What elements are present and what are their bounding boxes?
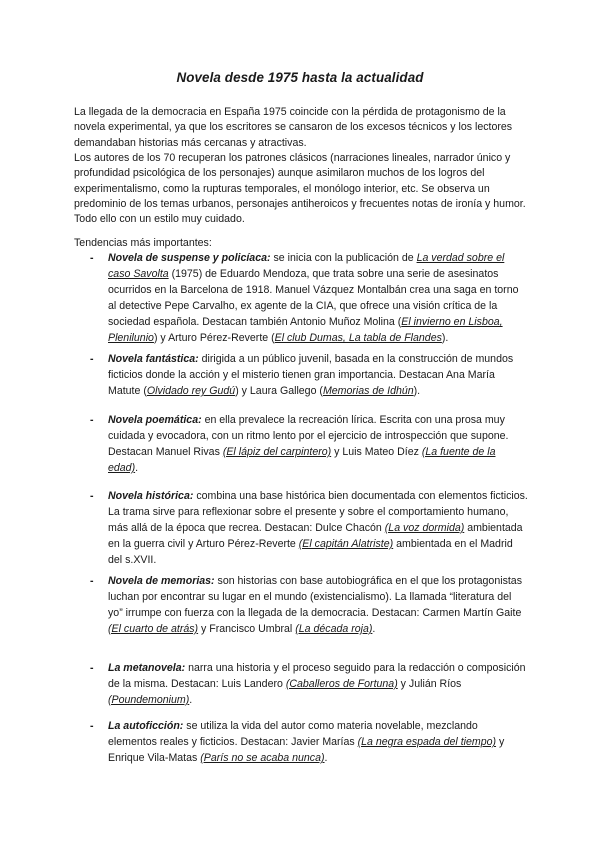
- item-term: Novela fantástica:: [108, 353, 199, 365]
- item-text: ambientada en la guerra civil y Arturo Pérez-Reverte: [108, 522, 523, 550]
- bullet-dash: -: [90, 720, 94, 732]
- book-reference: (París no se acaba nunca): [200, 752, 325, 764]
- bullet-dash: -: [90, 575, 94, 587]
- list-item-fantastica: [90, 351, 528, 399]
- item-text: y Luis Mateo Díez: [331, 446, 422, 458]
- bullet-dash: -: [90, 252, 94, 264]
- list-item-historica: [90, 488, 528, 568]
- book-reference: El invierno en Lisboa, Plenilunio: [108, 316, 503, 344]
- list-item-metanovela: [90, 660, 528, 708]
- list-item-poematica: [90, 412, 528, 476]
- tendencies-heading: Tendencias más importantes:: [74, 237, 212, 249]
- book-reference: (Poundemonium): [108, 694, 190, 706]
- item-text: y Enrique Vila-Matas: [108, 736, 505, 764]
- list-item-suspense: [90, 250, 528, 346]
- item-text: ).: [441, 332, 449, 344]
- book-reference: (La fuente de la edad): [108, 446, 496, 474]
- item-text: (1975) de Eduardo Mendoza, que trata sobre una serie de asesinatos ocurridos en la Barcelona de 1918. Manuel Vázquez Montalbán crea una saga en torno al detective Pepe Carvalho, ex agente de la CIA, que ofrece una visión crítica de la sociedad española. Destacan también Antonio Muñoz Molina (: [108, 268, 519, 328]
- list-item-memorias: [90, 573, 528, 637]
- item-term: Novela de suspense y policíaca:: [108, 252, 271, 264]
- item-text: se inicia con la publicación de: [270, 252, 417, 264]
- bullet-dash: -: [90, 353, 94, 365]
- book-reference: (La negra espada del tiempo): [357, 736, 497, 748]
- item-term: Novela poemática:: [108, 414, 202, 426]
- book-reference: (El lápiz del carpintero): [222, 446, 332, 458]
- item-text: .: [372, 623, 376, 635]
- intro-paragraph-1: La llegada de la democracia en España 1975 coincide con la pérdida de protagonismo de la novela experimental, ya que los escritores se cansaron de los excesos técnicos y los lectores demandaban historias más cercanas y atractivas.: [74, 106, 513, 149]
- item-text: ) y Laura Gallego (: [235, 385, 323, 397]
- book-reference: (La década roja): [295, 623, 373, 635]
- item-term: La autoficción:: [108, 720, 184, 732]
- book-reference: (Caballeros de Fortuna): [285, 678, 398, 690]
- item-text: ) y Arturo Pérez-Reverte (: [153, 332, 275, 344]
- page-title: Novela desde 1975 hasta la actualidad: [176, 70, 424, 85]
- bullet-dash: -: [90, 662, 94, 674]
- book-reference: La verdad sobre el caso Savolta: [108, 252, 505, 280]
- item-text: .: [189, 694, 193, 706]
- intro-paragraph-2: Los autores de los 70 recuperan los patrones clásicos (narraciones lineales, narrador único y profundidad psicológica de los personajes) aunque asimilaron muchos de los logros del experimentalismo, como la rupturas temporales, el monólogo interior, etc. Se observa un predominio de los temas urbanos, personajes antiheroicos y frecuentes notas de ironía y humor. Todo ello con un estilo muy cuidado.: [74, 152, 526, 226]
- bullet-dash: -: [90, 490, 94, 502]
- book-reference: Memorias de Idhún: [322, 385, 414, 397]
- item-text: .: [324, 752, 328, 764]
- item-term: La metanovela:: [108, 662, 186, 674]
- item-term: Novela de memorias:: [108, 575, 215, 587]
- book-reference: (El cuarto de atrás): [108, 623, 199, 635]
- item-text: se utiliza la vida del autor como materia novelable, mezclando elementos reales y ficticios. Destacan: Javier Marías: [108, 720, 478, 748]
- item-text: .: [135, 462, 139, 474]
- bullet-dash: -: [90, 414, 94, 426]
- list-item-autoficcion: [90, 718, 528, 766]
- item-text: ambientada en el Madrid del s.XVII.: [108, 538, 513, 566]
- item-text: y Francisco Umbral: [198, 623, 296, 635]
- item-text: narra una historia y el proceso seguido para la redacción o composición de la misma. Destacan: Luis Landero: [108, 662, 526, 690]
- item-term: Novela histórica:: [108, 490, 194, 502]
- item-text: combina una base histórica bien documentada con elementos ficticios. La trama sirve para reflexionar sobre el presente y sobre el comportamiento humano, más allá de la época que recrea. Destacan: Dulce Chacón: [108, 490, 528, 534]
- book-reference: (El capitán Alatriste): [298, 538, 394, 550]
- book-reference: (La voz dormida): [384, 522, 465, 534]
- item-text: dirigida a un público juvenil, basada en la construcción de mundos ficticios donde la acción y el misterio tienen gran importancia. Destacan Ana María Matute (: [108, 353, 514, 397]
- item-text: y Julián Ríos: [397, 678, 462, 690]
- item-text: ).: [413, 385, 421, 397]
- item-text: son historias con base autobiográfica en el que los protagonistas luchan por encontrar su lugar en el mundo (existencialismo). La llamada “literatura del yo” irrumpe con fuerza con la llegada de la democracia. Destacan: Carmen Martín Gaite: [108, 575, 522, 619]
- book-reference: Olvidado rey Gudú: [146, 385, 236, 397]
- book-reference: El club Dumas, La tabla de Flandes: [274, 332, 442, 344]
- item-text: en ella prevalece la recreación lírica. Escrita con una prosa muy cuidada y evocadora, con un ritmo lento por el ejercicio de introspección que supone. Destacan Manuel Rivas: [108, 414, 509, 458]
